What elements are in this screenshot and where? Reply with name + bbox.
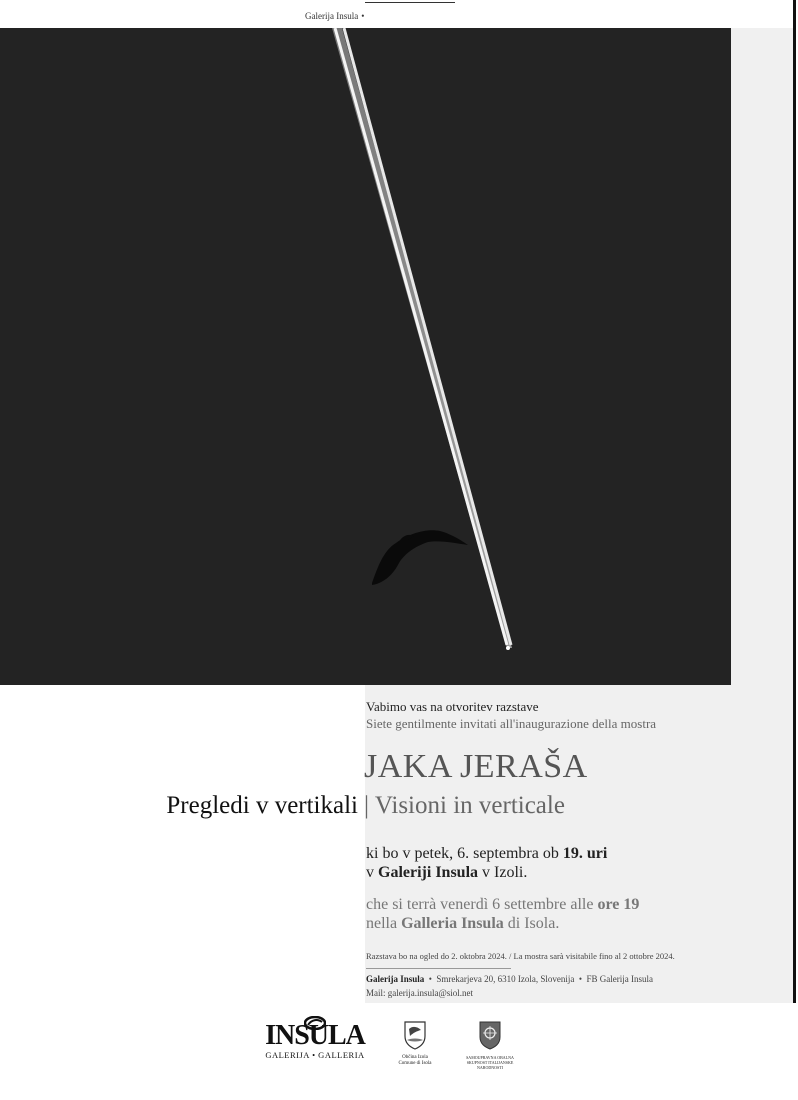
exhibition-title-slovenian: Pregledi v vertikali — [166, 792, 358, 819]
contrail-bird-photo — [0, 28, 731, 685]
community-crest-icon — [477, 1020, 503, 1050]
details-it-line1: che si terrà venerdì 6 settembre alle ore 19 — [366, 896, 640, 913]
invitation-slovenian: Vabimo vas na otvoritev razstave — [366, 699, 539, 714]
top-rule — [365, 2, 455, 3]
insula-logo — [262, 1016, 368, 1060]
contact-separator — [366, 968, 511, 969]
right-grey-panel — [731, 28, 793, 1003]
contact-mail: Mail: galerija.insula@siol.net — [366, 988, 474, 998]
title-separator: | — [364, 792, 370, 819]
artist-name: JAKA JERAŠA — [364, 748, 588, 785]
details-it-line2: nella Galleria Insula di Isola. — [366, 915, 560, 932]
izola-crest-icon — [403, 1020, 427, 1050]
details-sl-line2: v Galeriji Insula v Izoli. — [366, 864, 528, 881]
insula-subtitle: GALERIJA • GALLERIA — [265, 1050, 365, 1060]
exhibition-title-italian — [364, 792, 565, 820]
right-border-rule — [793, 0, 796, 1003]
invitation-italian: Siete gentilmente invitati all'inaugurazione della mostra — [366, 716, 657, 731]
title-italian-text: Visioni in verticale — [374, 792, 565, 819]
insula-mark-icon — [304, 1016, 326, 1030]
contact-line: Galerija Insula • Smrekarjeva 20, 6310 Izola, Slovenija • FB Galerija Insula — [366, 974, 654, 984]
italian-community-logo: SAMOUPRAVNA OBALNA SKUPNOST ITALIJANSKE NARODNOSTI — [460, 1020, 520, 1070]
exhibition-dates-note: Razstava bo na ogled do 2. oktobra 2024. / La mostra sarà visitabile fino al 2 ottobre 2024. — [366, 951, 675, 961]
izola-municipality-logo: Občina Izola Comune di Isola — [392, 1020, 438, 1067]
hero-photo — [0, 28, 731, 685]
gallery-header-label: Galerija Insula • — [305, 11, 365, 21]
insula-wordmark: INSULA — [265, 1020, 365, 1051]
details-sl-line1: ki bo v petek, 6. septembra ob 19. uri — [366, 845, 608, 862]
